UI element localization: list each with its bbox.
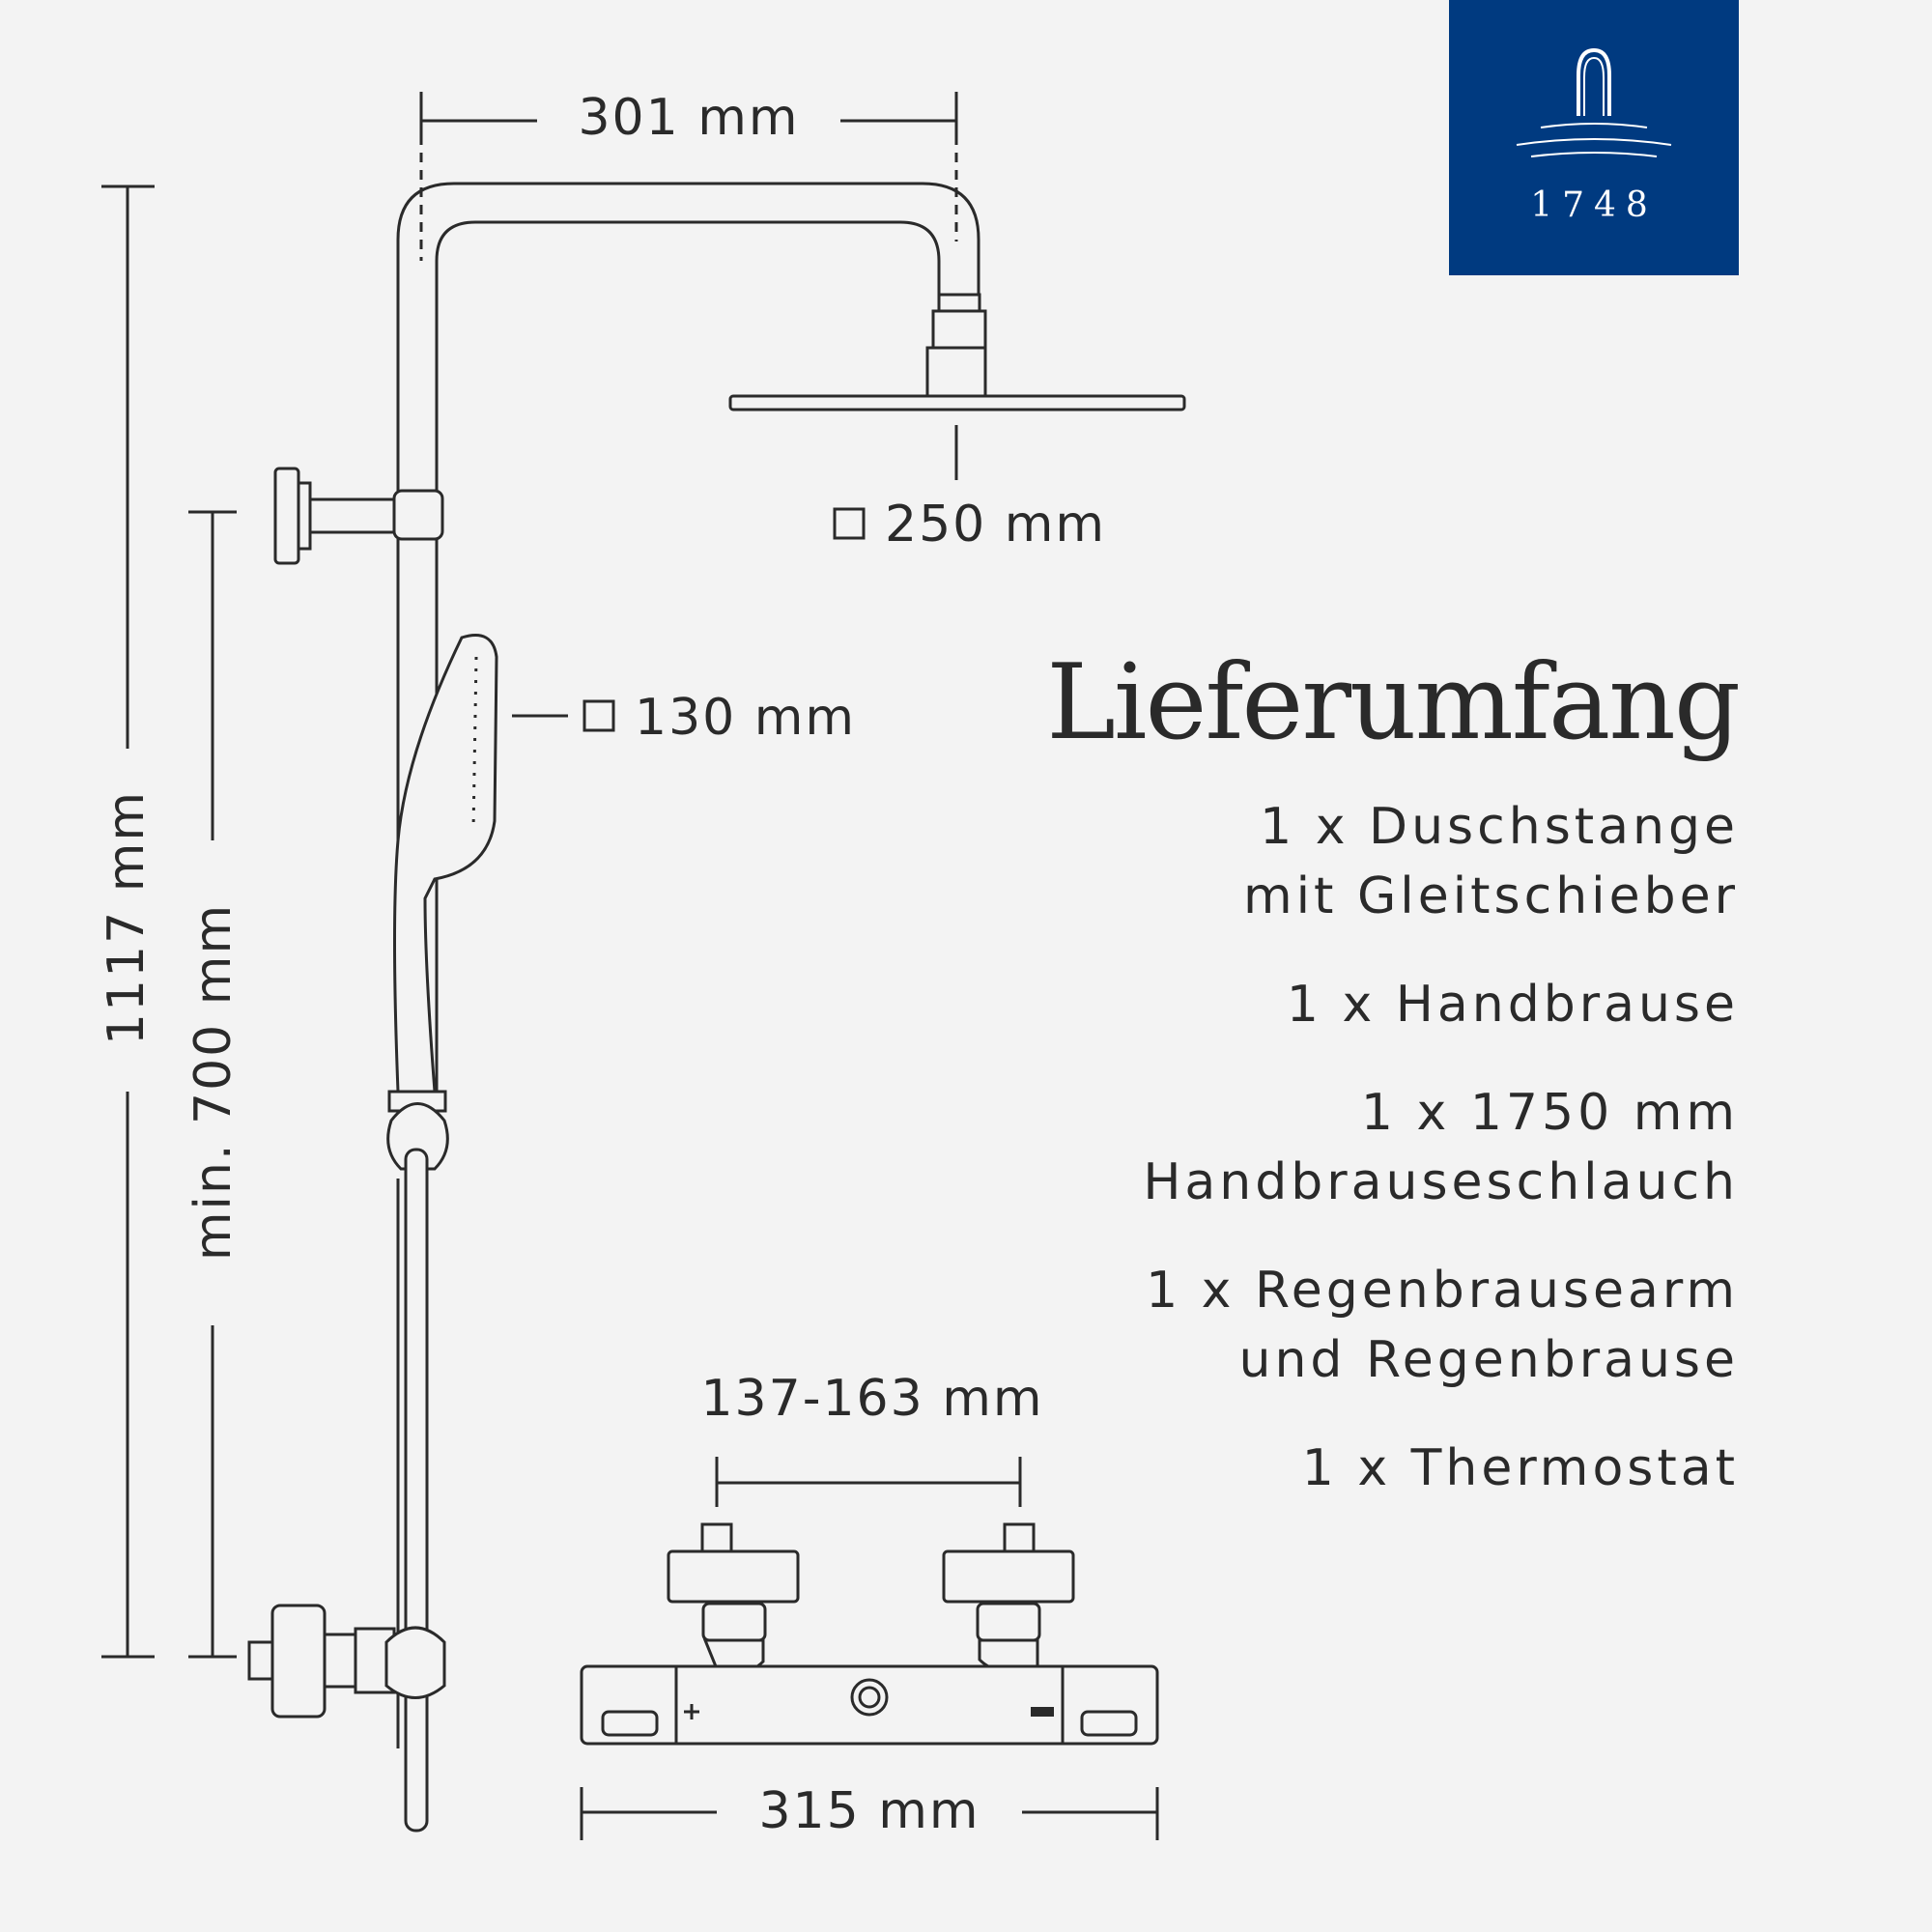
logo-year: 1748	[1530, 185, 1658, 225]
list-item: 1 x 1750 mm Handbrauseschlauch	[1143, 1084, 1739, 1211]
total-height-label: 1117 mm	[98, 789, 156, 1046]
arm-width-label: 301 mm	[578, 89, 800, 147]
list-item: 1 x Handbrause	[1286, 976, 1739, 1034]
brand-logo	[1449, 0, 1739, 275]
list-item: 1 x Thermostat	[1301, 1439, 1739, 1497]
head-size-label: 250 mm	[885, 496, 1107, 554]
dimension-min-height	[185, 512, 242, 1657]
thermostat-width-label: 315 mm	[758, 1782, 980, 1840]
dimension-connection-spacing	[700, 1370, 1043, 1507]
delivery-list	[1063, 792, 1739, 1542]
page-title: Lieferumfang	[1046, 642, 1739, 763]
shower-rail	[275, 184, 979, 1092]
hand-shower	[395, 636, 857, 1093]
dimension-total-height	[98, 186, 156, 1657]
dimension-thermostat-width	[582, 1782, 1157, 1840]
rain-shower-head	[730, 295, 1184, 554]
hose	[388, 1092, 448, 1831]
min-height-label: min. 700 mm	[185, 902, 242, 1262]
thermostat	[582, 1524, 1157, 1744]
list-item: 1 x Duschstange mit Gleitschieber	[1242, 798, 1739, 925]
dimension-arm-width	[421, 89, 956, 261]
fountain-icon	[1449, 0, 1739, 184]
connection-spacing-label: 137-163 mm	[700, 1370, 1044, 1428]
hand-shower-size-label: 130 mm	[635, 689, 857, 747]
list-item: 1 x Regenbrausearm und Regenbrause	[1146, 1262, 1739, 1389]
